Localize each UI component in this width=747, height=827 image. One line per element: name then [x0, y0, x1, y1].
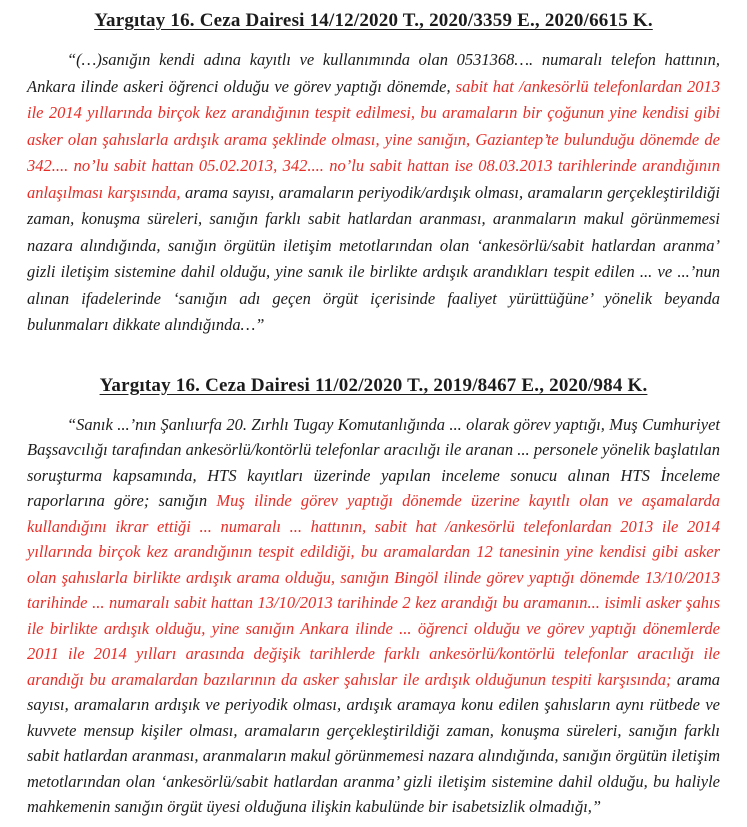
- text-segment-red: sabit hat /ankesörlü telefonlardan 2013 ile 2014 yıllarında birçok kez arandığının tespit edilmesi, bu aramaların bir çoğunun yine kendisi gibi asker olan şahıslarla ardışık arama şeklinde olması, yine sanığın, Gaziantep’te bulunduğu dönemde de 342.... no’lu sabit hattan 05.02.2013, 342.... no’lu sabit hattan ise 08.03.2013 tarihlerinde arandığının anlaşılması karşısında,: [27, 76, 720, 202]
- text-segment-black: arama sayısı, aramaların periyodik/ardışık olması, aramaların gerçekleştirildiği zaman, konuşma süreleri, sanığın farklı sabit hatlardan aranması, aranmaların makul görünmemesi nazara alındığında, sanığın örgütün iletişim metotlarından olan ‘ankesörlü/sabit hatlardan aranma’ gizli iletişim sistemine dahil olduğu, yine sanık ile birlikte ardışık arandıkları tespit edilen ... ve ...’nun alınan ifadelerinde ‘sanığın adı geçen örgüt içerisinde faaliyet yürüttüğüne’ yönelik beyanda bulunmaları dikkate alındığında…”: [27, 182, 720, 334]
- text-segment-black: “Sanık ...’nın Şanlıurfa 20. Zırhlı Tugay Komutanlığında ... olarak görev yaptığı, Muş Cumhuriyet Başsavcılığı tarafından ankesörlü/kontörlü telefonlar aracılığı ile aranan ... personele yönelik başlatılan soruşturma kapsamında, HTS kayıtları üzerinde yapılan inceleme sonucu alınan HTS İnceleme raporlarına göre; sanığın: [27, 414, 720, 510]
- ruling-1-heading: Yargıtay 16. Ceza Dairesi 14/12/2020 T., 2020/3359 E., 2020/6615 K.: [94, 10, 653, 31]
- ruling-section-2: [27, 375, 720, 820]
- text-segment-black: arama sayısı, aramaların ardışık ve periyodik olması, ardışık aramaya konu edilen şahısların aynı rütbede ve kuvvete mensup kişiler olması, aramaların gerçekleştirildiği zaman, konuşma süreleri, sanığın farklı sabit hatlardan aranması, aranmaların makul görünmemesi nazara alındığında, sanığın örgütün iletişim metotlarından olan ‘ankesörlü/sabit hatlardan aranma’ gizli iletişim sistemine dahil olduğu, bu haliyle mahkemenin sanığın örgüt üyesi olduğuna ilişkin kabulünde bir isabetsizlik olmadığı,”: [27, 669, 720, 816]
- ruling-2-paragraph: [27, 412, 720, 820]
- ruling-1-paragraph: [27, 47, 720, 339]
- ruling-2-heading: Yargıtay 16. Ceza Dairesi 11/02/2020 T., 2019/8467 E., 2020/984 K.: [99, 374, 648, 396]
- text-segment-black: “(…)sanığın kendi adına kayıtlı ve kullanımında olan 0531368…. numaralı telefon hattının, Ankara ilinde askeri öğrenci olduğu ve görev yaptığı dönemde,: [27, 50, 720, 96]
- text-segment-red: Muş ilinde görev yaptığı dönemde üzerine kayıtlı olan ve aşamalarda kullandığını ikrar ettiği ... numaralı ... hattının, sabit hat /ankesörlü telefonlardan 2013 ile 2014 yıllarında birçok kez arandığının tespit edildiği, bu aramalardan 12 tanesinin yine kendisi gibi asker olan şahıslarla birlikte ardışık arama olduğu, sanığın Bingöl ilinde görev yaptığı dönemde 13/10/2013 tarihinde ... numaralı sabit hattan 13/10/2013 tarihinde 2 kez arandığı bu aramanın... isimli asker şahıs ile birlikte ardışık olduğu, yine sanığın Ankara ilinde ... öğrenci olduğu ve görev yaptığı dönemlerde 2011 ile 2014 yılları arasında değişik tarihlerde farklı ankesörlü/kontörlü telefonlar aracılığı ile arandığı bu aramalardan bazılarının da asker şahıslar ile ardışık olduğunun tespiti karşısında;: [27, 491, 720, 689]
- ruling-section-1: [27, 10, 720, 339]
